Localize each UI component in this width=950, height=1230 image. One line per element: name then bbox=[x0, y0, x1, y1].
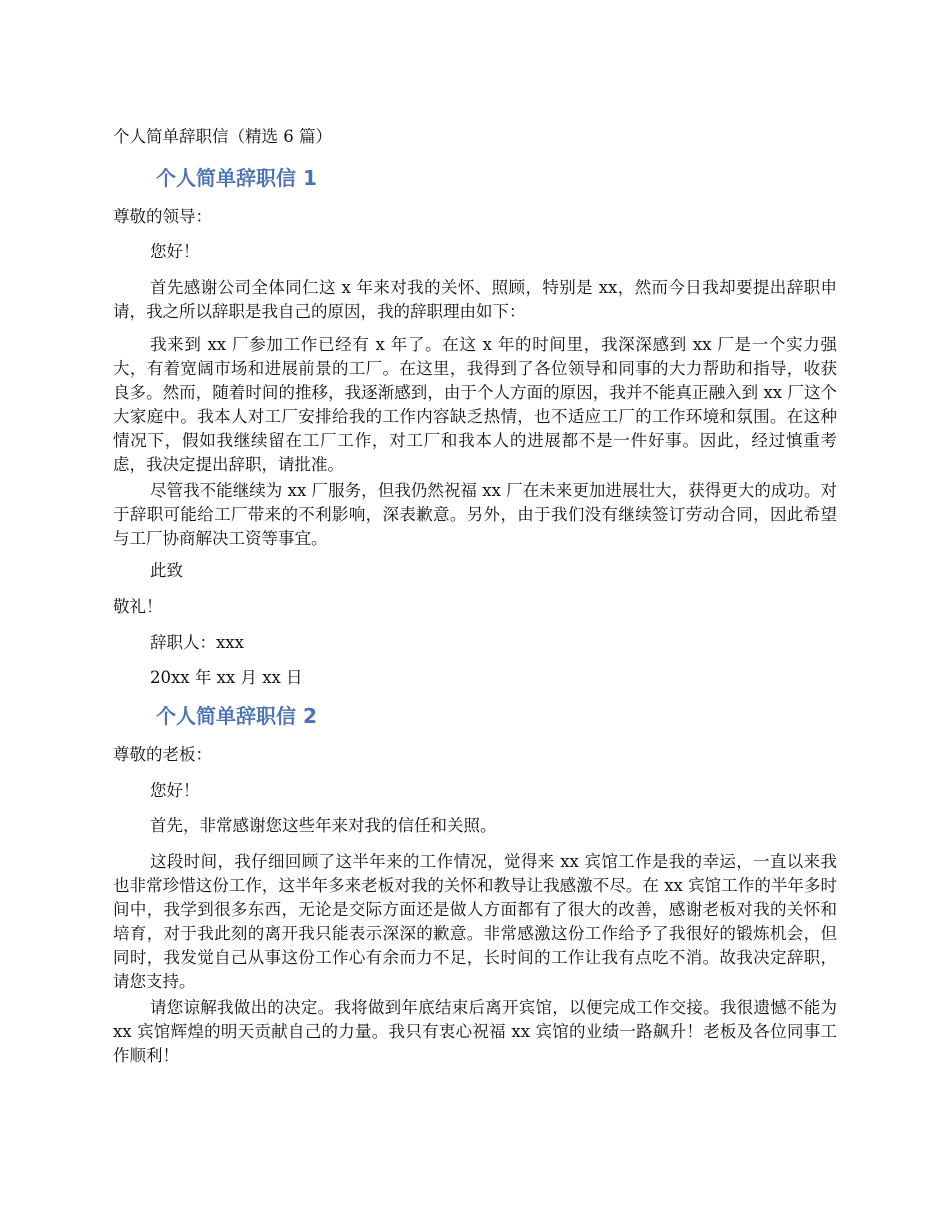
letter2-salutation: 尊敬的老板： bbox=[113, 745, 212, 764]
letter1-paragraph-2: 我来到 xx 厂参加工作已经有 x 年了。在这 x 年的时间里，我深深感到 xx 厂是一个实力强大，有着宽阔市场和进展前景的工厂。在这里，我得到了各位领导和同事的大力帮助和指导，收获良多。然而，随着时间的推移，我逐渐感到，由于个人方面的原因，我并不能真正融入到 xx 厂这个大家庭中。我本人对工厂安排给我的工作内容缺乏热情，也不适应工厂的工作环境和氛围。在这种情况下，假如我继续留在工厂工作，对工厂和我本人的进展都不是一件好事。因此，经过慎重考虑，我决定提出辞职，请批准。 bbox=[113, 335, 837, 474]
letter1-salutation: 尊敬的领导： bbox=[113, 207, 212, 226]
letter1-greeting: 您好！ bbox=[150, 242, 200, 261]
letter2-paragraph-2: 这段时间，我仔细回顾了这半年来的工作情况，觉得来 xx 宾馆工作是我的幸运，一直以来我也非常珍惜这份工作，这半年多来老板对我的关怀和教导让我感激不尽。在 xx 宾馆工作的半年多时间中，我学到很多东西，无论是交际方面还是做人方面都有了很大的改善，感谢老板对我的关怀和培育，对于我此刻的离开我只能表示深深的歉意。非常感激这份工作给予了我很好的锻炼机会，但同时，我发觉自己从事这份工作心有余而力不足，长时间的工作让我有点吃不消。故我决定辞职，请您支持。 bbox=[113, 852, 837, 991]
letter1-signer: 辞职人：xxx bbox=[150, 633, 244, 652]
letter1-paragraph-3: 尽管我不能继续为 xx 厂服务，但我仍然祝福 xx 厂在未来更加进展壮大，获得更大的成功。对于辞职可能给工厂带来的不利影响，深表歉意。另外，由于我们没有继续签订劳动合同，因此希望与工厂协商解决工资等事宜。 bbox=[113, 481, 837, 548]
document-title: 个人简单辞职信（精选 6 篇） bbox=[113, 127, 332, 146]
letter1-paragraph-1: 首先感谢公司全体同仁这 x 年来对我的关怀、照顾，特别是 xx，然而今日我却要提出辞职申请，我之所以辞职是我自己的原因，我的辞职理由如下： bbox=[113, 278, 837, 321]
letter2-paragraph-3: 请您谅解我做出的决定。我将做到年底结束后离开宾馆，以便完成工作交接。我很遗憾不能为 xx 宾馆辉煌的明天贡献自己的力量。我只有衷心祝福 xx 宾馆的业绩一路飙升！老板及各位同事工作顺利！ bbox=[113, 998, 837, 1065]
letter2-greeting: 您好！ bbox=[150, 781, 200, 800]
letter1-closing: 此致 bbox=[150, 561, 183, 580]
letter2-heading: 个人简单辞职信 2 bbox=[156, 704, 317, 728]
letter2-paragraph-1: 首先，非常感谢您这些年来对我的信任和关照。 bbox=[150, 816, 497, 835]
letter1-date: 20xx 年 xx 月 xx 日 bbox=[150, 668, 303, 687]
letter1-regards: 敬礼！ bbox=[113, 597, 163, 616]
letter1-heading: 个人简单辞职信 1 bbox=[156, 166, 317, 190]
